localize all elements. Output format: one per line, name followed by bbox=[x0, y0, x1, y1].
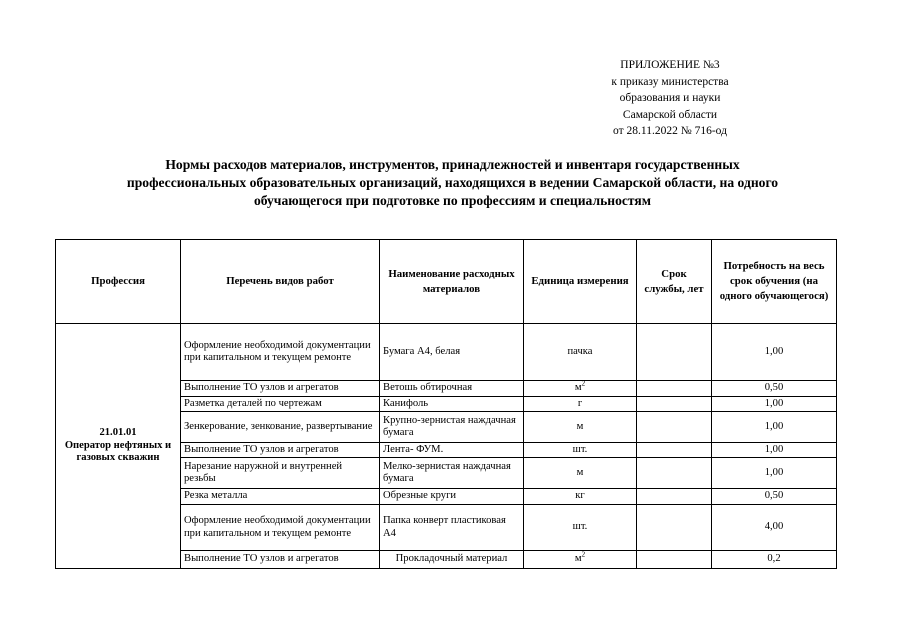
material-cell: Обрезные круги bbox=[380, 489, 524, 505]
work-cell: Выполнение ТО узлов и агрегатов bbox=[181, 443, 380, 458]
norms-table bbox=[55, 239, 837, 569]
material-cell: Крупно-зернистая наждачная бумага bbox=[380, 412, 524, 443]
unit-cell: г bbox=[524, 397, 637, 412]
need-cell: 0,50 bbox=[712, 489, 837, 505]
unit-cell: м bbox=[524, 458, 637, 489]
need-cell: 1,00 bbox=[712, 443, 837, 458]
material-cell: Мелко-зернистая наждачная бумага bbox=[380, 458, 524, 489]
profession-code: 21.01.01 bbox=[99, 427, 137, 439]
unit-cell: $м^2$ bbox=[524, 551, 637, 569]
unit-cell: кг bbox=[524, 489, 637, 505]
material-cell: Ветошь обтирочная bbox=[380, 381, 524, 397]
work-cell: Оформление необходимой документации при капитальном и текущем ремонте bbox=[181, 505, 380, 551]
profession-cell bbox=[56, 324, 181, 569]
term-cell bbox=[637, 324, 712, 381]
need-cell: 1,00 bbox=[712, 458, 837, 489]
work-cell: Разметка деталей по чертежам bbox=[181, 397, 380, 412]
need-cell: 0,2 bbox=[712, 551, 837, 569]
unit-cell: пачка bbox=[524, 324, 637, 381]
unit-cell: шт. bbox=[524, 505, 637, 551]
need-cell: 0,50 bbox=[712, 381, 837, 397]
material-cell: Канифоль bbox=[380, 397, 524, 412]
unit-cell: м bbox=[524, 412, 637, 443]
term-cell bbox=[637, 443, 712, 458]
term-cell bbox=[637, 397, 712, 412]
term-cell bbox=[637, 381, 712, 397]
appendix-line: к приказу министерства bbox=[611, 75, 729, 88]
header-unit: Единица измерения bbox=[524, 240, 637, 324]
header-term: Срок службы, лет bbox=[637, 240, 712, 324]
work-cell: Оформление необходимой документации при капитальном и текущем ремонте bbox=[181, 324, 380, 381]
header-works: Перечень видов работ bbox=[181, 240, 380, 324]
table-body bbox=[56, 324, 837, 569]
term-cell bbox=[637, 412, 712, 443]
material-cell: Бумага А4, белая bbox=[380, 324, 524, 381]
term-cell bbox=[637, 551, 712, 569]
title-line: Нормы расходов материалов, инструментов, принадлежностей и инвентаря государственных bbox=[165, 157, 740, 172]
profession-name: Оператор нефтяных и газовых скважин bbox=[64, 439, 172, 464]
work-cell: Выполнение ТО узлов и агрегатов bbox=[181, 551, 380, 569]
material-cell: Прокладочный материал bbox=[380, 551, 524, 569]
need-cell: 4,00 bbox=[712, 505, 837, 551]
document-title bbox=[60, 156, 845, 210]
work-cell: Резка металла bbox=[181, 489, 380, 505]
term-cell bbox=[637, 489, 712, 505]
header-material: Наименование расходных материалов bbox=[380, 240, 524, 324]
title-line: обучающегося при подготовке по профессиям и специальностям bbox=[253, 193, 652, 208]
work-cell: Выполнение ТО узлов и агрегатов bbox=[181, 381, 380, 397]
material-cell: Лента- ФУМ. bbox=[380, 443, 524, 458]
appendix-date: от 28.11.2022 № 716-од bbox=[613, 125, 727, 137]
need-cell: 1,00 bbox=[712, 324, 837, 381]
header-row bbox=[56, 240, 837, 324]
need-cell: 1,00 bbox=[712, 412, 837, 443]
need-cell: 1,00 bbox=[712, 397, 837, 412]
work-cell: Зенкерование, зенкование, развертывание bbox=[181, 412, 380, 443]
header-profession: Профессия bbox=[56, 240, 181, 324]
appendix-line: образования и науки bbox=[619, 92, 721, 104]
appendix-line: Самарской области bbox=[622, 108, 718, 121]
material-cell: Папка конверт пластиковая А4 bbox=[380, 505, 524, 551]
term-cell bbox=[637, 505, 712, 551]
work-cell: Нарезание наружной и внутренней резьбы bbox=[181, 458, 380, 489]
title-line: профессиональных образовательных организаций, находящихся в ведении Самарской области, на одного bbox=[126, 175, 779, 190]
header-need: Потребность на весь срок обучения (на одного обучающегося) bbox=[712, 240, 837, 324]
appendix-block bbox=[560, 57, 780, 140]
table-row bbox=[56, 324, 837, 381]
term-cell bbox=[637, 458, 712, 489]
appendix-title: ПРИЛОЖЕНИЕ №3 bbox=[620, 59, 720, 71]
unit-cell: $м^2$ bbox=[524, 381, 637, 397]
unit-cell: шт. bbox=[524, 443, 637, 458]
